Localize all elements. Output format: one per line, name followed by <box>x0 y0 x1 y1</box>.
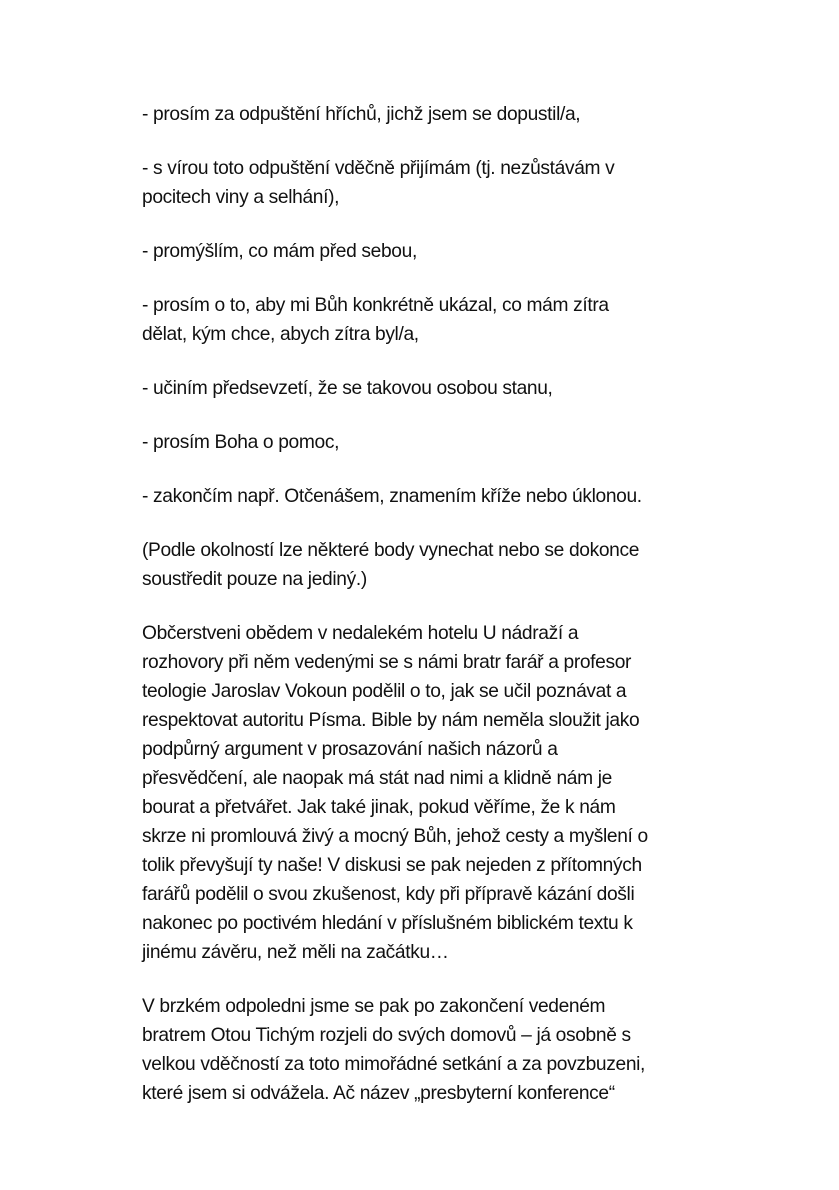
text-line: bourat a přetvářet. Jak také jinak, pokud věříme, že k nám <box>142 797 616 818</box>
text-line: bratrem Otou Tichým rozjeli do svých domovů – já osobně s <box>142 1025 631 1046</box>
text-line: Občerstveni obědem v nedalekém hotelu U nádraží a <box>142 623 579 644</box>
list-item-help <box>142 428 742 457</box>
text-line: dělat, kým chce, abych zítra byl/a, <box>142 324 419 345</box>
list-item-conclude <box>142 482 742 511</box>
text-line: rozhovory při něm vedenými se s námi bratr farář a profesor <box>142 652 632 673</box>
text-line: - promýšlím, co mám před sebou, <box>142 241 417 262</box>
text-line: - zakončím např. Otčenášem, znamením kříže nebo úklonou. <box>142 486 642 507</box>
list-item-forgiveness <box>142 100 742 129</box>
document-page <box>142 100 742 1133</box>
text-line: nakonec po poctivém hledání v příslušném biblickém textu k <box>142 913 633 934</box>
text-line: pocitech viny a selhání), <box>142 187 340 208</box>
text-line: - prosím Boha o pomoc, <box>142 432 340 453</box>
text-line: teologie Jaroslav Vokoun podělil o to, jak se učil poznávat a <box>142 681 627 702</box>
text-line: farářů podělil o svou zkušenost, kdy při přípravě kázání došli <box>142 884 635 905</box>
body-paragraph-lunch <box>142 619 742 967</box>
list-item-reflect <box>142 237 742 266</box>
text-line: podpůrný argument v prosazování našich názorů a <box>142 739 558 760</box>
text-line: - učiním předsevzetí, že se takovou osobou stanu, <box>142 378 553 399</box>
note-paragraph <box>142 536 742 594</box>
list-item-ask-god <box>142 291 742 349</box>
text-line: velkou vděčností za toto mimořádné setkání a za povzbuzeni, <box>142 1054 646 1075</box>
text-line: které jsem si odvážela. Ač název „presbyterní konference“ <box>142 1083 615 1104</box>
text-line: soustředit pouze na jediný.) <box>142 569 367 590</box>
text-line: (Podle okolností lze některé body vynechat nebo se dokonce <box>142 540 640 561</box>
list-item-resolution <box>142 374 742 403</box>
body-paragraph-departure <box>142 992 742 1108</box>
text-line: přesvědčení, ale naopak má stát nad nimi a klidně nám je <box>142 768 612 789</box>
text-line: - s vírou toto odpuštění vděčně přijímám (tj. nezůstávám v <box>142 158 615 179</box>
text-line: tolik převyšují ty naše! V diskusi se pak nejeden z přítomných <box>142 855 642 876</box>
text-line: skrze ni promlouvá živý a mocný Bůh, jehož cesty a myšlení o <box>142 826 648 847</box>
text-line: - prosím o to, aby mi Bůh konkrétně ukázal, co mám zítra <box>142 295 609 316</box>
text-line: V brzkém odpoledni jsme se pak po zakončení vedeném <box>142 996 606 1017</box>
list-item-accept-forgiveness <box>142 154 742 212</box>
text-line: jinému závěru, než měli na začátku… <box>142 942 449 963</box>
text-line: - prosím za odpuštění hříchů, jichž jsem se dopustil/a, <box>142 104 581 125</box>
text-line: respektovat autoritu Písma. Bible by nám neměla sloužit jako <box>142 710 640 731</box>
